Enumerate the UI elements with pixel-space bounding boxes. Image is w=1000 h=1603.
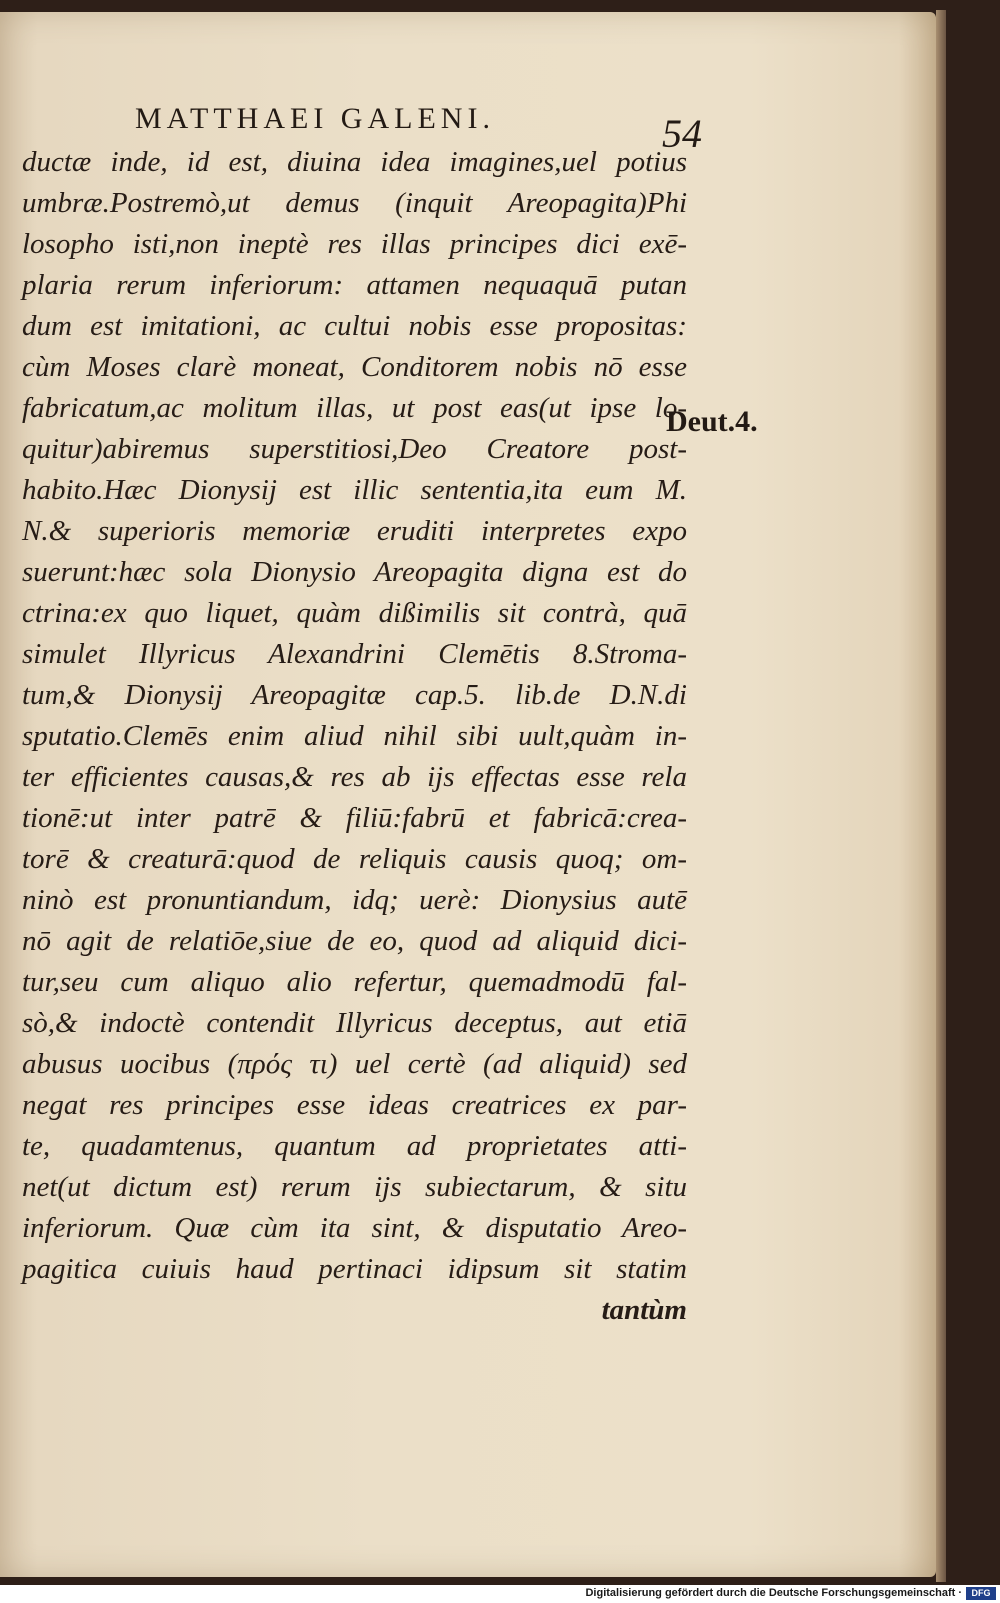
text-line: dum est imitationi, ac cultui nobis esse propositas: — [22, 310, 687, 342]
page-number: 54 — [662, 111, 702, 156]
text-line: quitur)abiremus superstitiosi,Deo Creatore post- — [22, 433, 687, 465]
text-line: plaria rerum inferiorum: attamen nequaquā putan — [22, 269, 687, 301]
running-header: MATTHAEI GALENI. — [135, 102, 495, 135]
text-line: negat res principes esse ideas creatrices ex par- — [22, 1089, 687, 1121]
text-line: pagitica cuiuis haud pertinaci idipsum sit statim — [22, 1253, 687, 1285]
text-line: simulet Illyricus Alexandrini Clemētis 8.Stroma- — [22, 638, 687, 670]
text-line: sò,& indoctè contendit Illyricus deceptus, aut etiā — [22, 1007, 687, 1039]
text-line: losopho isti,non ineptè res illas principes dici exē- — [22, 228, 687, 260]
digitization-credit: Digitalisierung gefördert durch die Deutsche Forschungsgemeinschaft · — [585, 1587, 962, 1599]
text-line: abusus uocibus (πρός τι) uel certè (ad aliquid) sed — [22, 1048, 687, 1080]
text-line: ninò est pronuntiandum, idq; uerè: Dionysius autē — [22, 884, 687, 916]
text-line: cùm Moses clarè moneat, Conditorem nobis nō esse — [22, 351, 687, 383]
text-line: nō agit de relatiōe,siue de eo, quod ad aliquid dici- — [22, 925, 687, 957]
body-text — [22, 142, 687, 1331]
dfg-logo: DFG — [966, 1587, 996, 1600]
text-line: umbræ.Postremò,ut demus (inquit Areopagita)Phi — [22, 187, 687, 219]
text-line: inferiorum. Quæ cùm ita sint, & disputatio Areo- — [22, 1212, 687, 1244]
text-line: te, quadamtenus, quantum ad proprietates atti- — [22, 1130, 687, 1162]
text-line: tionē:ut inter patrē & filiū:fabrū et fabricā:crea- — [22, 802, 687, 834]
text-line: habito.Hæc Dionysij est illic sententia,ita eum M. — [22, 474, 687, 506]
text-line: torē & creaturā:quod de reliquis causis quoq; om- — [22, 843, 687, 875]
catchword: tantùm — [601, 1294, 687, 1326]
text-line: tum,& Dionysij Areopagitæ cap.5. lib.de D.N.di — [22, 679, 687, 711]
text-line: fabricatum,ac molitum illas, ut post eas(ut ipse lo- — [22, 392, 687, 424]
page-edge — [936, 10, 946, 1582]
text-line: ductæ inde, id est, diuina idea imagines,uel potius — [22, 146, 687, 178]
text-line: tur,seu cum aliquo alio refertur, quemadmodū fal- — [22, 966, 687, 998]
text-line: net(ut dictum est) rerum ijs subiectarum, & situ — [22, 1171, 687, 1203]
text-line: ctrina:ex quo liquet, quàm dißimilis sit contrà, quā — [22, 597, 687, 629]
text-line: sputatio.Clemēs enim aliud nihil sibi uult,quàm in- — [22, 720, 687, 752]
text-line: N.& superioris memoriæ eruditi interpretes expo — [22, 515, 687, 547]
text-line: suerunt:hæc sola Dionysio Areopagita digna est do — [22, 556, 687, 588]
text-line: ter efficientes causas,& res ab ijs effectas esse rela — [22, 761, 687, 793]
marginal-note: Deut.4. — [666, 405, 758, 438]
